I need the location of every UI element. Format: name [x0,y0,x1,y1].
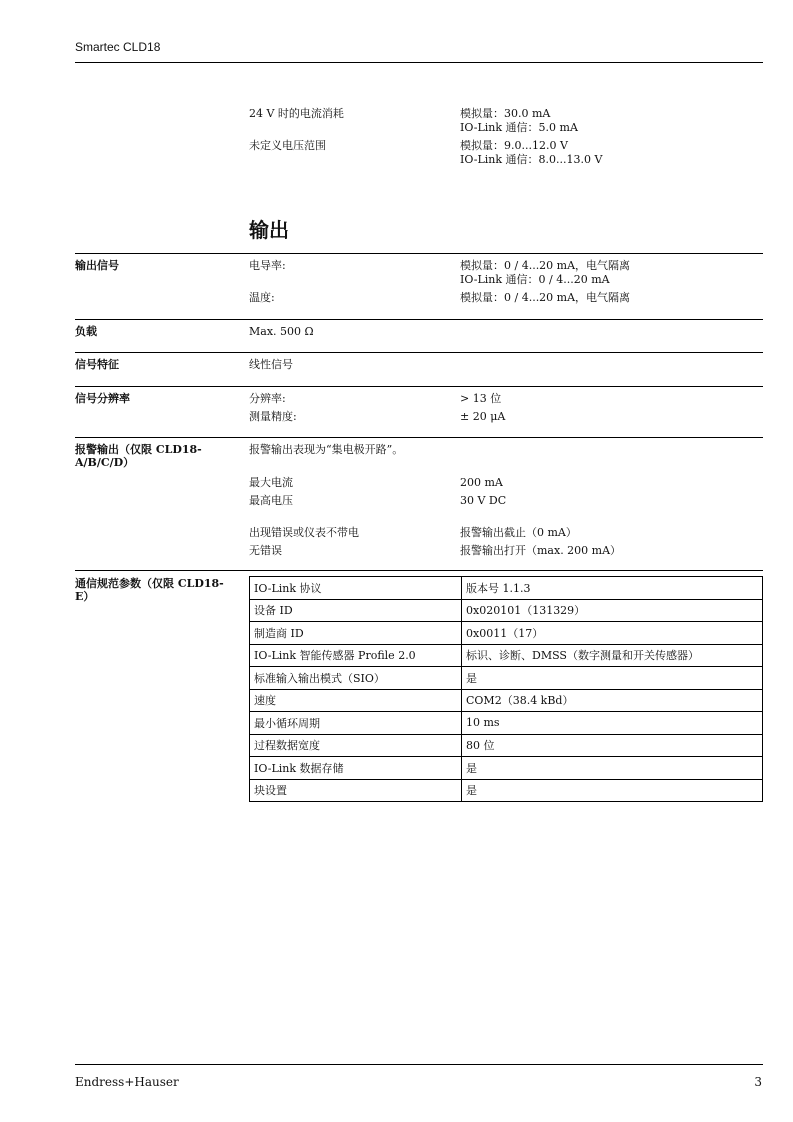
table-row [250,644,763,667]
table-cell-value: 是 [462,667,763,690]
resolution-label: 分辨率: [249,392,286,405]
table-cell-label: IO-Link 协议 [250,577,462,600]
divider [75,437,763,438]
table-row [250,757,763,780]
table-cell-value: 是 [462,779,763,802]
comm-heading: 通信规范参数（仅限 CLD18-E） [75,577,224,603]
table-cell-label: 制造商 ID [250,622,462,645]
temperature-analog: 模拟量：0 / 4...20 mA，电气隔离 [460,291,631,304]
error-state-value: 报警输出截止（0 mA） [460,526,577,539]
current-consumption-analog: 模拟量：30.0 mA [460,107,551,120]
signal-res-heading: 信号分辨率 [75,392,130,405]
accuracy-value: ± 20 μA [460,410,506,423]
table-row [250,667,763,690]
table-cell-value: COM2（38.4 kBd） [462,689,763,712]
divider [75,253,763,254]
undefined-voltage-iolink: IO-Link 通信：8.0...13.0 V [460,153,603,166]
alarm-intro: 报警输出表现为“集电极开路”。 [249,443,404,456]
table-row [250,599,763,622]
footer-brand: Endress+Hauser [75,1075,179,1089]
no-error-label: 无错误 [249,544,282,557]
signal-char-heading: 信号特征 [75,358,119,371]
table-cell-label: IO-Link 智能传感器 Profile 2.0 [250,644,462,667]
table-row [250,734,763,757]
table-cell-label: 块设置 [250,779,462,802]
max-current-label: 最大电流 [249,476,293,489]
current-consumption-label: 24 V 时的电流消耗 [249,107,344,120]
accuracy-label: 测量精度: [249,410,297,423]
table-cell-value: 0x020101（131329） [462,599,763,622]
running-header: Smartec CLD18 [75,40,161,54]
header-rule [75,62,763,63]
divider [75,570,763,571]
table-row [250,622,763,645]
divider [75,386,763,387]
table-cell-label: 速度 [250,689,462,712]
comm-spec-table [249,576,763,802]
conductivity-iolink: IO-Link 通信：0 / 4...20 mA [460,273,610,286]
output-signal-heading: 输出信号 [75,259,119,272]
current-consumption-iolink: IO-Link 通信：5.0 mA [460,121,578,134]
max-voltage-label: 最高电压 [249,494,293,507]
table-cell-value: 版本号 1.1.3 [462,577,763,600]
page-number: 3 [754,1075,762,1089]
table-cell-label: IO-Link 数据存储 [250,757,462,780]
max-current-value: 200 mA [460,476,503,489]
conductivity-analog: 模拟量：0 / 4...20 mA，电气隔离 [460,259,631,272]
table-row [250,712,763,735]
table-cell-label: 标准输入输出模式（SIO） [250,667,462,690]
temperature-label: 温度: [249,291,275,304]
undefined-voltage-analog: 模拟量：9.0...12.0 V [460,139,568,152]
signal-char-value: 线性信号 [249,358,293,371]
table-cell-label: 过程数据宽度 [250,734,462,757]
error-state-label: 出现错误或仪表不带电 [249,526,359,539]
divider [75,319,763,320]
table-cell-value: 10 ms [462,712,763,735]
table-cell-value: 0x0011（17） [462,622,763,645]
resolution-value: > 13 位 [460,392,502,405]
divider [75,352,763,353]
footer-rule [75,1064,763,1065]
alarm-heading: 报警输出（仅限 CLD18-A/B/C/D） [75,443,202,469]
no-error-value: 报警输出打开（max. 200 mA） [460,544,622,557]
section-title-output: 输出 [249,218,289,242]
conductivity-label: 电导率: [249,259,286,272]
table-row [250,779,763,802]
table-cell-value: 是 [462,757,763,780]
table-cell-value: 标识、诊断、DMSS（数字测量和开关传感器） [462,644,763,667]
table-cell-label: 最小循环周期 [250,712,462,735]
load-value: Max. 500 Ω [249,325,314,338]
table-row [250,689,763,712]
table-cell-value: 80 位 [462,734,763,757]
undefined-voltage-label: 未定义电压范围 [249,139,326,152]
load-heading: 负载 [75,325,97,338]
table-row [250,577,763,600]
max-voltage-value: 30 V DC [460,494,507,507]
table-cell-label: 设备 ID [250,599,462,622]
